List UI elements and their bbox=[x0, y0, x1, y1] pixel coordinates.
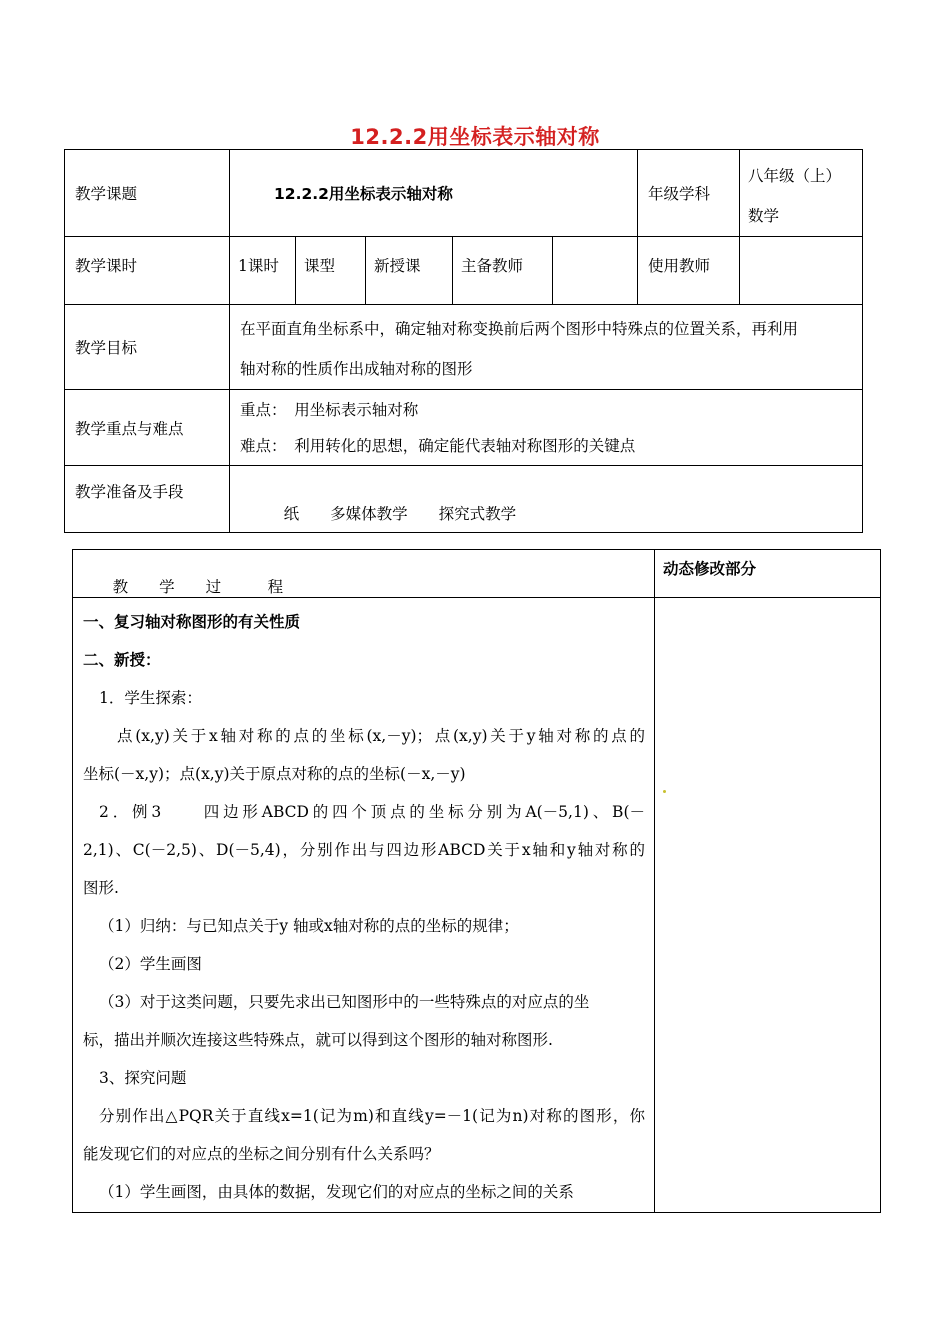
prep-items: 纸 多媒体教学 探究式教学 bbox=[283, 505, 517, 523]
lesson-info-table bbox=[64, 149, 863, 533]
speck-mark bbox=[663, 790, 666, 793]
process-line: （1）归纳：与已知点关于y 轴或x轴对称的点的坐标的规律； bbox=[99, 917, 519, 935]
key-label: 教学重点与难点 bbox=[75, 419, 184, 438]
dynamic-edit-header-cell bbox=[655, 550, 881, 598]
process-line: 图形. bbox=[83, 879, 119, 897]
prep-label: 教学准备及手段 bbox=[75, 483, 184, 501]
hours-value-cell bbox=[230, 237, 296, 305]
dynamic-edit-cell bbox=[655, 598, 881, 1213]
type-value: 新授课 bbox=[374, 257, 421, 275]
process-content-cell bbox=[73, 598, 655, 1213]
goal-line-1: 在平面直角坐标系中，确定轴对称变换前后两个图形中特殊点的位置关系，再利用 bbox=[240, 320, 799, 338]
hard-point: 难点： 利用转化的思想，确定能代表轴对称图形的关键点 bbox=[240, 437, 636, 455]
prep-value-cell bbox=[230, 466, 863, 533]
prep-label-cell bbox=[65, 466, 230, 533]
key-value-cell bbox=[230, 390, 863, 466]
process-line: 标，描出并顺次连接这些特殊点，就可以得到这个图形的轴对称图形. bbox=[83, 1031, 553, 1049]
process-header: 教 学 过 程 bbox=[112, 578, 284, 596]
type-label-cell bbox=[296, 237, 366, 305]
lead-teacher-value-cell bbox=[553, 237, 638, 305]
process-line: （1）学生画图，由具体的数据，发现它们的对应点的坐标之间的关系 bbox=[99, 1183, 574, 1201]
type-label: 课型 bbox=[304, 257, 336, 275]
key-label-cell bbox=[65, 390, 230, 466]
subject-value-cell bbox=[230, 150, 638, 237]
page-title: 12.2.2用坐标表示轴对称 bbox=[350, 125, 600, 149]
type-value-cell bbox=[366, 237, 453, 305]
grade-value-1: 八年级（上） bbox=[748, 167, 842, 185]
process-line: 2,1)、C(－2,5)、D(－5,4)，分别作出与四边形ABCD关于x轴和y轴对称的 bbox=[83, 841, 645, 859]
key-point: 重点： 用坐标表示轴对称 bbox=[240, 401, 419, 419]
grade-label-cell bbox=[638, 150, 740, 237]
hours-value: 1课时 bbox=[238, 257, 279, 275]
process-line: 2．例3 四边形ABCD的四个顶点的坐标分别为A(－5,1)、B(－ bbox=[99, 803, 645, 821]
goal-label-cell bbox=[65, 305, 230, 390]
user-teacher-label: 使用教师 bbox=[648, 257, 711, 275]
grade-value-cell bbox=[740, 150, 863, 237]
goal-value-cell bbox=[230, 305, 863, 390]
grade-value-2: 数学 bbox=[748, 207, 780, 225]
hours-label: 教学课时 bbox=[75, 257, 138, 275]
process-line: 一、复习轴对称图形的有关性质 bbox=[83, 613, 301, 631]
process-line: 3、探究问题 bbox=[99, 1069, 187, 1087]
teaching-process-table bbox=[72, 549, 881, 1213]
user-teacher-value-cell bbox=[740, 237, 863, 305]
goal-line-2: 轴对称的性质作出成轴对称的图形 bbox=[240, 360, 473, 378]
process-line: 1．学生探索： bbox=[99, 689, 202, 707]
process-content bbox=[73, 598, 654, 1201]
user-teacher-label-cell bbox=[638, 237, 740, 305]
process-line: （2）学生画图 bbox=[99, 955, 202, 973]
dynamic-edit-header: 动态修改部分 bbox=[663, 560, 757, 578]
process-line: 坐标(－x,y)；点(x,y)关于原点对称的点的坐标(－x,－y) bbox=[83, 765, 466, 783]
process-header-cell bbox=[73, 550, 655, 598]
process-line: 点(x,y)关于x轴对称的点的坐标(x,－y)；点(x,y)关于y轴对称的点的 bbox=[117, 727, 645, 745]
hours-label-cell bbox=[65, 237, 230, 305]
dynamic-edit-area bbox=[655, 598, 880, 1198]
subject-label-cell bbox=[65, 150, 230, 237]
process-line: 二、新授： bbox=[83, 651, 161, 669]
subject-value: 12.2.2用坐标表示轴对称 bbox=[274, 185, 453, 203]
process-line: 分别作出△PQR关于直线x=1(记为m)和直线y=－1(记为n)对称的图形，你 bbox=[99, 1107, 645, 1125]
lead-teacher-label: 主备教师 bbox=[461, 257, 524, 275]
process-line: （3）对于这类问题，只要先求出已知图形中的一些特殊点的对应点的坐 bbox=[99, 993, 590, 1011]
grade-label: 年级学科 bbox=[648, 185, 711, 203]
lead-teacher-label-cell bbox=[453, 237, 553, 305]
subject-label: 教学课题 bbox=[75, 185, 138, 203]
process-line: 能发现它们的对应点的坐标之间分别有什么关系吗？ bbox=[83, 1145, 440, 1163]
goal-label: 教学目标 bbox=[75, 339, 138, 357]
